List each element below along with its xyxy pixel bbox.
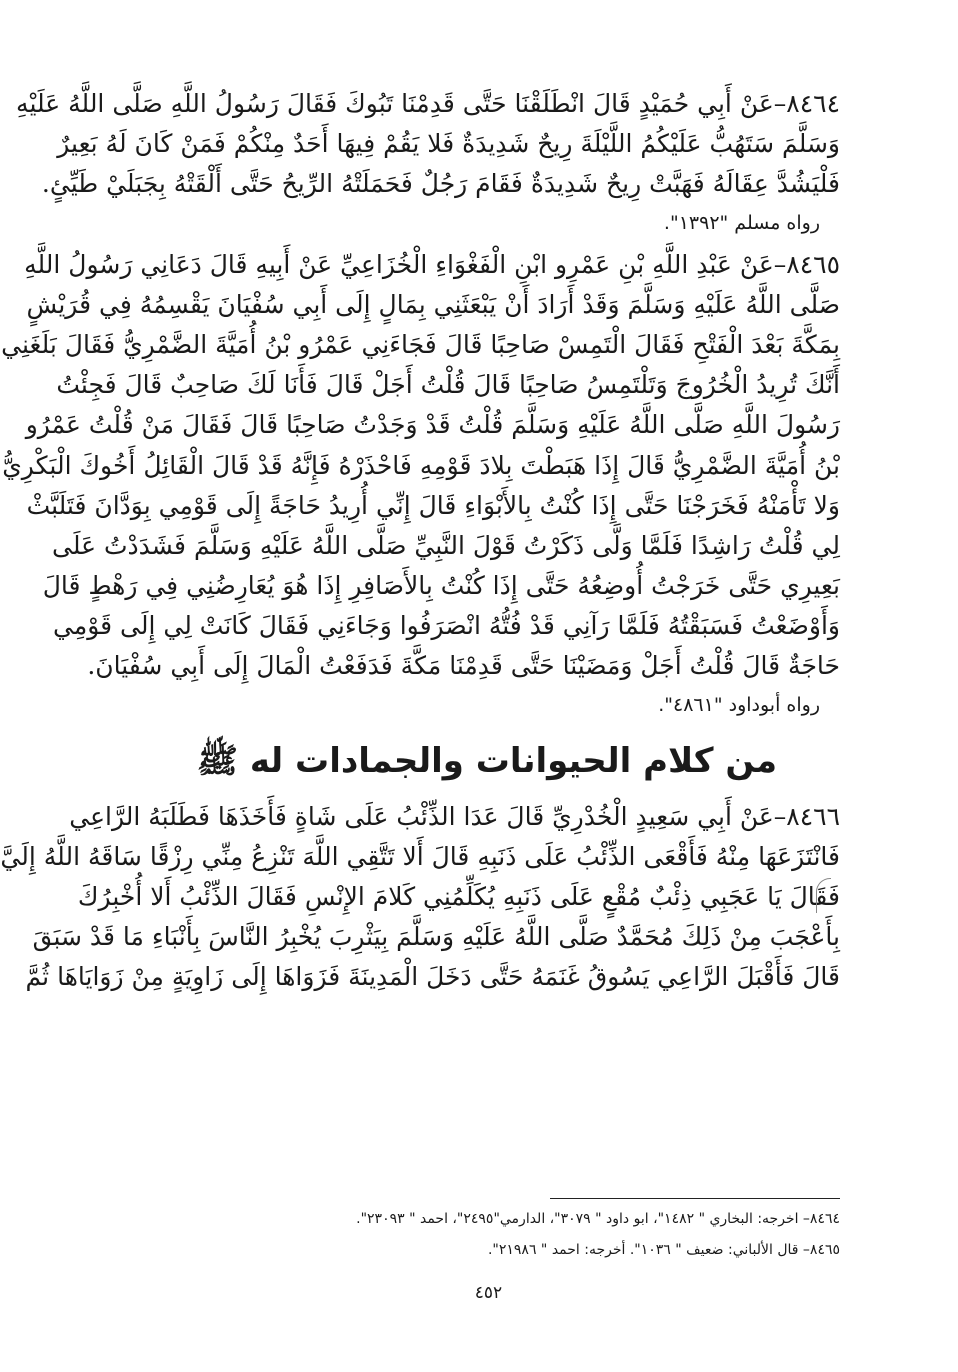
text-line: فَلْيَشُدَّ عِقَالَهُ فَهَبَّتْ رِيحٌ شَدِيدَةٌ فَقَامَ رَجُلٌ فَحَمَلَتْهُ الرِّيحُ حَتَّى أَلْقَتْهُ بِجَبَلَيْ طَيِّئٍ. xyxy=(41,169,840,199)
text-line: بْنُ أُمَيَّةَ الضَّمْرِيُّ قَالَ إِذَا هَبَطْتَ بِلادَ قَوْمِهِ فَاحْذَرْهُ فَإِنَّهُ قَدْ قَالَ الْقَائِلُ أَخُوكَ الْبَكْرِيُّ xyxy=(2,450,840,480)
hadith-8465 xyxy=(1,245,840,727)
text-line: فَقَالَ يَا عَجَبِي ذِئْبٌ مُقْعٍ عَلَى ذَنَبِهِ يُكَلِّمُنِي كَلامَ الإِنْسِ فَقَالَ الذِّئْبُ أَلا أُخْبِرُكَ xyxy=(77,882,840,911)
text-line: وَأَوْضَعْتُ فَسَبَقْتُهُ فَلَمَّا رَآنِي قَدْ فُتُّهُ انْصَرَفُوا وَجَاءَنِي فَقَالَ كَانَتْ لِي إِلَى قَوْمِي xyxy=(53,611,840,641)
main-text xyxy=(0,84,840,998)
text-line: ٨٤٦٦–عَنْ أَبِي سَعِيدٍ الْخُدْرِيِّ قَالَ عَدَا الذِّئْبُ عَلَى شَاةٍ فَأَخَذَهَا فَطَلَبَهُ الرَّاعِي xyxy=(69,801,840,831)
text-line: أَنَّكَ تُرِيدُ الْخُرُوجَ وَتَلْتَمِسُ صَاحِبًا قَالَ قُلْتُ أَجَلْ قَالَ فَأَنَا لَكَ صَاحِبٌ قَالَ فَجِئْتُ xyxy=(56,370,840,400)
hadith-8466 xyxy=(0,797,840,998)
text-line: ٨٤٦٤–عَنْ أَبِي حُمَيْدٍ قَالَ انْطَلَقْنَا حَتَّى قَدِمْنَا تَبُوكَ فَقَالَ رَسُولُ اللَّهِ صَلَّى اللَّهُ عَلَيْهِ xyxy=(16,89,840,118)
text-line: بِمَكَّةَ بَعْدَ الْفَتْحِ فَقَالَ الْتَمِسْ صَاحِبًا قَالَ فَجَاءَنِي عَمْرُو بْنُ أُمَيَّةَ الضَّمْرِيُّ فَقَالَ بَلَغَنِي xyxy=(1,329,840,359)
text-line: بَعِيرِي حَتَّى خَرَجْتُ أُوضِعُهُ حَتَّى إِذَا كُنْتُ بِالأَصَافِرِ إِذَا هُوَ يُعَارِضُنِي فِي رَهْطٍ قَالَ xyxy=(42,571,840,601)
footnotes xyxy=(134,1208,840,1270)
margin-mark xyxy=(816,878,831,913)
text-line: وَلا تَأْمَنْهُ فَخَرَجْنَا حَتَّى إِذَا كُنْتُ بِالأَبْوَاءِ قَالَ إِنِّي أُرِيدُ حَاجَةً إِلَى قَوْمِي بِوَدَّانَ فَتَلَبَّثْ xyxy=(26,490,840,520)
page-number: ٤٥٢ xyxy=(474,1283,503,1303)
hadith-source: رواه أبوداود "٤٨٦١". xyxy=(658,693,820,716)
text-line: قَالَ فَأَقْبَلَ الرَّاعِي يَسُوقُ غَنَمَهُ حَتَّى دَخَلَ الْمَدِينَةَ فَزَوَاهَا إِلَى زَاوِيَةٍ مِنْ زَوَايَاهَا ثُمَّ xyxy=(25,962,840,992)
text-line: رَسُولَ اللَّهِ صَلَّى اللَّهُ عَلَيْهِ وَسَلَّمَ قُلْتُ قَدْ وَجَدْتُ صَاحِبًا قَالَ فَقَالَ مَنْ قُلْتُ عَمْرُو xyxy=(25,410,840,440)
text-line: ٨٤٦٥–عَنْ عَبْدِ اللَّهِ بْنِ عَمْرِو ابْنِ الْفَغْوَاءِ الْخُزَاعِيِّ عَنْ أَبِيهِ قَالَ دَعَانِي رَسُولُ اللَّهِ xyxy=(24,249,840,279)
footnote: ٨٤٦٥– قال الألباني: ضعيف " ١٠٣٦". أخرجه: احمد " ٢١٩٨٦". xyxy=(487,1242,840,1258)
footnote: ٨٤٦٤– اخرجه: البخاري " ١٤٨٢"، ابو داود " ٣٠٧٩"، الدارمي"٢٤٩٥"، احمد " ٢٣٠٩٣". xyxy=(356,1211,840,1227)
text-line: وَسَلَّمَ سَتَهُبُّ عَلَيْكُمُ اللَّيْلَةَ رِيحٌ شَدِيدَةٌ فَلا يَقُمْ فِيهَا أَحَدٌ مِنْكُمْ فَمَنْ كَانَ لَهُ بَعِيرٌ xyxy=(57,129,840,159)
section-heading: من كلام الحيوانات والجمادات له ﷺ xyxy=(196,740,778,781)
footnote-divider xyxy=(550,1198,840,1199)
text-line: لِي قُلْتُ رَاشِدًا فَلَمَّا وَلَّى ذَكَرْتُ قَوْلَ النَّبِيِّ صَلَّى اللَّهُ عَلَيْهِ وَسَلَّمَ فَشَدَدْتُ عَلَى xyxy=(51,530,840,560)
text-line: فَانْتَزَعَهَا مِنْهُ فَأَقْعَى الذِّئْبُ عَلَى ذَنَبِهِ قَالَ أَلا تَتَّقِي اللَّهَ تَنْزِعُ مِنِّي رِزْقًا سَاقَهُ اللَّهُ إِلَيَّ xyxy=(0,841,840,871)
text-line: حَاجَةٌ قَالَ قُلْتُ أَجَلْ وَمَضَيْنَا حَتَّى قَدِمْنَا مَكَّةَ فَدَفَعْتُ الْمَالَ إِلَى أَبِي سُفْيَانَ. xyxy=(87,651,840,681)
text-line: صَلَّى اللَّهُ عَلَيْهِ وَسَلَّمَ وَقَدْ أَرَادَ أَنْ يَبْعَثَنِي بِمَالٍ إِلَى أَبِي سُفْيَانَ يَقْسِمُهُ فِي قُرَيْشٍ xyxy=(26,289,840,319)
hadith-source: رواه مسلم "١٣٩٢". xyxy=(663,211,820,234)
hadith-8464 xyxy=(16,84,840,245)
text-line: بِأَعْجَبَ مِنْ ذَلِكَ مُحَمَّدٌ صَلَّى اللَّهُ عَلَيْهِ وَسَلَّمَ بِيَثْرِبَ يُخْبِرُ النَّاسَ بِأَنْبَاءِ مَا قَدْ سَبَقَ xyxy=(32,922,840,952)
